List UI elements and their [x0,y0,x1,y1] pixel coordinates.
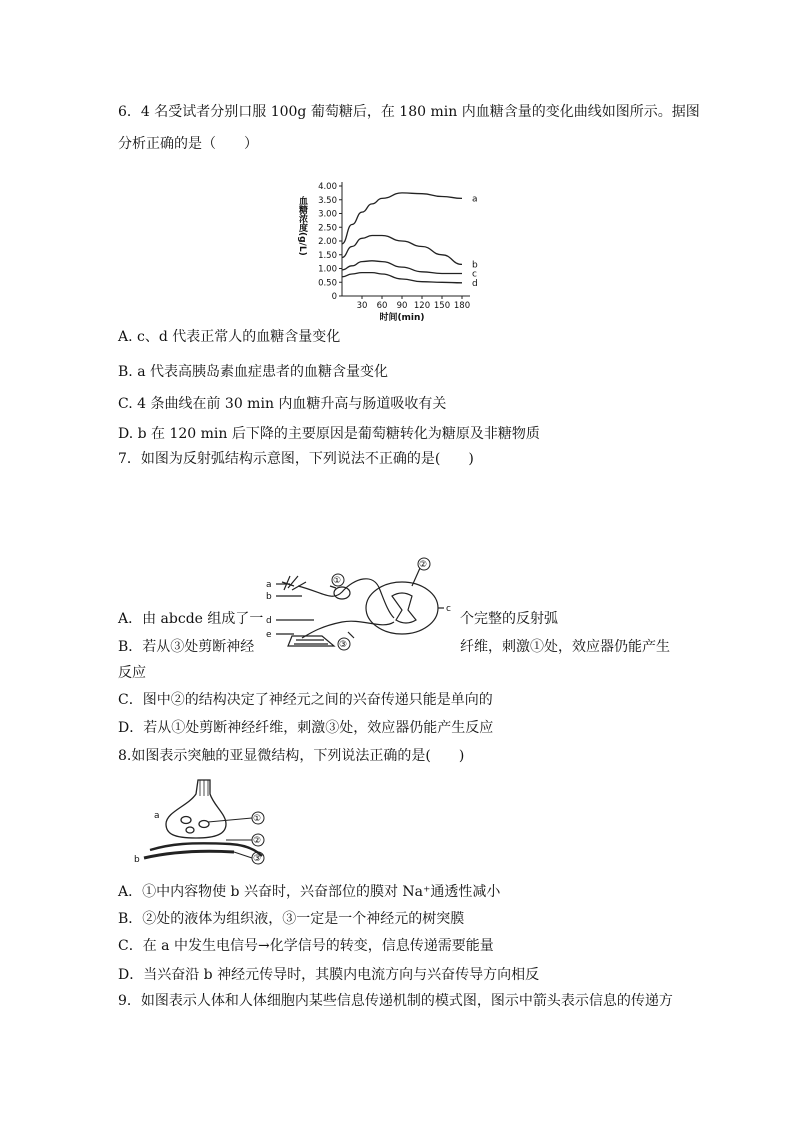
q7-option-b-cont: 反应 [118,665,146,681]
q7-stem: 7．如图为反射弧结构示意图，下列说法不正确的是( ) [118,451,474,467]
label-2: ② [419,560,428,570]
q8-stem: 8.如图表示突触的亚显微结构，下列说法正确的是( ) [118,748,465,764]
y-axis-label: 血糖浓度(g/L) [297,196,307,256]
label-a: a [266,580,272,590]
series-label-a: a [472,194,478,205]
label-1: ① [253,814,262,824]
label-c: c [446,604,451,614]
y-tick-label: 2.50 [318,223,337,234]
synapse-diagram [130,776,280,868]
x-tick-label: 180 [453,301,471,311]
q6-option-c: C. 4 条曲线在前 30 min 内血糖升高与肠道吸收有关 [118,396,447,412]
q8-option-b: B．②处的液体为组织液，③一定是一个神经元的树突膜 [118,911,465,927]
receptor-shape [282,576,306,590]
vesicle [181,817,191,824]
spinal-cord [366,582,438,634]
label-a: a [154,811,160,821]
x-tick-label: 90 [396,301,408,311]
x-tick-label: 120 [413,301,431,311]
label-3: ③ [253,854,262,864]
label-b: b [134,855,140,865]
q7-option-a-left: A．由 abcde 组成了一 [118,611,264,627]
y-tick-label: 2.00 [318,237,337,247]
y-tick-label: 4.00 [318,182,337,192]
gray-matter [392,593,416,623]
q6-option-d: D. b 在 120 min 后下降的主要原因是葡萄糖转化为糖原及非糖物质 [118,426,540,442]
series-label-b: b [472,260,478,271]
q9-stem: 9．如图表示人体和人体细胞内某些信息传递机制的模式图，图示中箭头表示信息的传递方 [118,993,673,1009]
series-line-b [342,236,462,265]
x-tick-label: 30 [356,301,368,311]
q7-option-c: C．图中②的结构决定了神经元之间的兴奋传递只能是单向的 [118,692,493,708]
x-tick-label: 60 [376,301,388,311]
y-tick-label: 0 [331,292,337,302]
y-tick-label: 3.00 [318,209,337,220]
x-tick-label: 150 [433,301,451,311]
q8-option-a: A．①中内容物使 b 兴奋时，兴奋部位的膜对 Na⁺通透性减小 [118,884,501,900]
series-line-c [342,261,462,274]
label-e: e [266,630,272,640]
y-tick-label: 3.50 [318,195,337,206]
q7-option-b-right: 纤维，刺激①处，效应器仍能产生 [460,639,670,655]
q6-option-b: B. a 代表高胰岛素血症患者的血糖含量变化 [118,364,388,380]
ganglion [334,587,350,599]
y-tick-label: 0.50 [318,278,337,289]
axon-terminal [166,780,226,838]
y-tick-label: 1.50 [318,250,337,261]
label-d: d [266,616,272,626]
q7-option-b-left: B．若从③处剪断神经 [118,639,255,655]
q6-option-a: A. c、d 代表正常人的血糖含量变化 [118,329,341,345]
q6-stem-line2: 分析正确的是（ ） [118,136,258,152]
label-3: ③ [339,640,348,650]
q8-option-c: C．在 a 中发生电信号→化学信号的转变，信息传递需要能量 [118,938,494,954]
x-axis-label: 时间(min) [379,313,425,323]
q7-option-d: D．若从①处剪断神经纤维，刺激③处，效应器仍能产生反应 [118,720,494,736]
q6-stem-line1: 6．4 名受试者分别口服 100g 葡萄糖后，在 180 min 内血糖含量的变化曲线如图所示。据图 [118,104,700,120]
series-label-c: c [472,269,477,280]
vesicle [186,827,194,833]
label-b: b [266,592,272,602]
q8-option-d: D．当兴奋沿 b 神经元传导时，其膜内电流方向与兴奋传导方向相反 [118,967,540,983]
reflex-arc-diagram [262,552,462,654]
vesicle [199,821,209,828]
label-1: ① [333,576,342,586]
y-tick-label: 1.00 [318,264,337,275]
series-line-a [342,193,462,244]
series-label-d: d [472,278,478,289]
postsynaptic-neuron [144,851,234,858]
q7-option-a-right: 个完整的反射弧 [460,611,558,627]
label-2: ② [253,836,262,846]
glucose-chart [290,174,490,324]
